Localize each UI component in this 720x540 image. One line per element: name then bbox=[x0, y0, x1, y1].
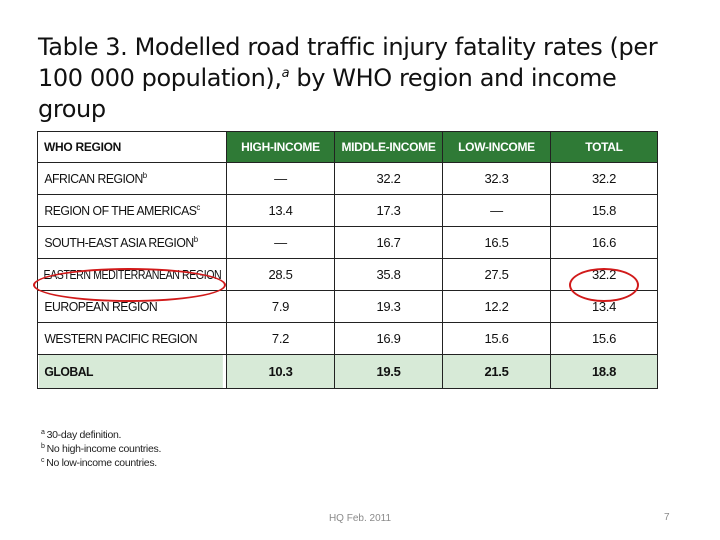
region-name: AFRICAN REGION bbox=[43, 171, 143, 186]
table-row bbox=[38, 195, 658, 227]
middle-income-cell: 16.7 bbox=[335, 227, 443, 259]
region-cell bbox=[38, 163, 223, 195]
region-cell bbox=[38, 227, 223, 259]
region-footnote-mark: c bbox=[195, 202, 200, 212]
table-row bbox=[38, 259, 658, 291]
region-name: EASTERN MEDITERRANEAN REGION bbox=[43, 267, 221, 282]
region-footnote-mark: b bbox=[142, 170, 147, 180]
slide-title bbox=[38, 32, 688, 125]
footnote-mark: b bbox=[41, 443, 45, 450]
region-name: EUROPEAN REGION bbox=[43, 299, 157, 314]
region-name: SOUTH-EAST ASIA REGION bbox=[43, 235, 194, 250]
high-income-cell: 7.2 bbox=[227, 323, 335, 355]
middle-income-cell: 17.3 bbox=[335, 195, 443, 227]
global-low-income: 21.5 bbox=[443, 355, 551, 389]
header-low-income: LOW-INCOME bbox=[443, 132, 551, 163]
middle-income-cell: 32.2 bbox=[335, 163, 443, 195]
table-row bbox=[38, 323, 658, 355]
footnote-text: 30-day definition. bbox=[46, 429, 122, 441]
table-row bbox=[38, 291, 658, 323]
title-footnote-mark: a bbox=[281, 66, 290, 81]
region-cell bbox=[38, 259, 221, 291]
header-middle-income: MIDDLE-INCOME bbox=[335, 132, 443, 163]
total-cell: 32.2 bbox=[551, 259, 658, 291]
high-income-cell: — bbox=[227, 163, 335, 195]
high-income-cell: 13.4 bbox=[227, 195, 335, 227]
page-number: 7 bbox=[664, 512, 670, 523]
total-cell: 15.6 bbox=[551, 323, 658, 355]
low-income-cell: — bbox=[443, 195, 551, 227]
region-cell bbox=[38, 291, 223, 323]
header-who-region: WHO REGION bbox=[38, 132, 227, 163]
total-cell: 13.4 bbox=[551, 291, 658, 323]
header-total: TOTAL bbox=[551, 132, 658, 163]
middle-income-cell: 35.8 bbox=[335, 259, 443, 291]
low-income-cell: 27.5 bbox=[443, 259, 551, 291]
middle-income-cell: 19.3 bbox=[335, 291, 443, 323]
title-rest: by WHO region and income group bbox=[38, 64, 617, 123]
footnote-text: No high-income countries. bbox=[46, 443, 162, 455]
fatality-rates-table bbox=[37, 131, 658, 389]
region-name: REGION OF THE AMERICAS bbox=[43, 203, 196, 218]
low-income-cell: 15.6 bbox=[443, 323, 551, 355]
footnote-mark: a bbox=[41, 429, 45, 436]
title-main: Table 3. Modelled road traffic injury fatality rates (per 100 000 population), bbox=[38, 33, 658, 92]
footnote bbox=[41, 428, 161, 442]
high-income-cell: — bbox=[227, 227, 335, 259]
global-total: 18.8 bbox=[551, 355, 658, 389]
footnote bbox=[41, 456, 161, 470]
global-middle-income: 19.5 bbox=[335, 355, 443, 389]
global-high-income: 10.3 bbox=[227, 355, 335, 389]
slide-footer: HQ Feb. 2011 bbox=[328, 513, 392, 524]
total-cell: 32.2 bbox=[551, 163, 658, 195]
low-income-cell: 12.2 bbox=[443, 291, 551, 323]
table-row bbox=[38, 163, 658, 195]
global-label: GLOBAL bbox=[38, 355, 223, 389]
low-income-cell: 32.3 bbox=[443, 163, 551, 195]
region-cell bbox=[38, 195, 223, 227]
footnotes bbox=[41, 428, 161, 470]
middle-income-cell: 16.9 bbox=[335, 323, 443, 355]
region-footnote-mark: b bbox=[193, 234, 198, 244]
footnote bbox=[41, 442, 161, 456]
high-income-cell: 28.5 bbox=[227, 259, 335, 291]
table-header-row bbox=[38, 132, 658, 163]
footnote-text: No low-income countries. bbox=[46, 457, 157, 469]
header-high-income: HIGH-INCOME bbox=[227, 132, 335, 163]
global-row bbox=[38, 355, 658, 389]
region-name: WESTERN PACIFIC REGION bbox=[43, 331, 197, 346]
region-cell bbox=[38, 323, 223, 355]
high-income-cell: 7.9 bbox=[227, 291, 335, 323]
total-cell: 15.8 bbox=[551, 195, 658, 227]
footnote-mark: c bbox=[41, 457, 45, 464]
table-row bbox=[38, 227, 658, 259]
total-cell: 16.6 bbox=[551, 227, 658, 259]
low-income-cell: 16.5 bbox=[443, 227, 551, 259]
